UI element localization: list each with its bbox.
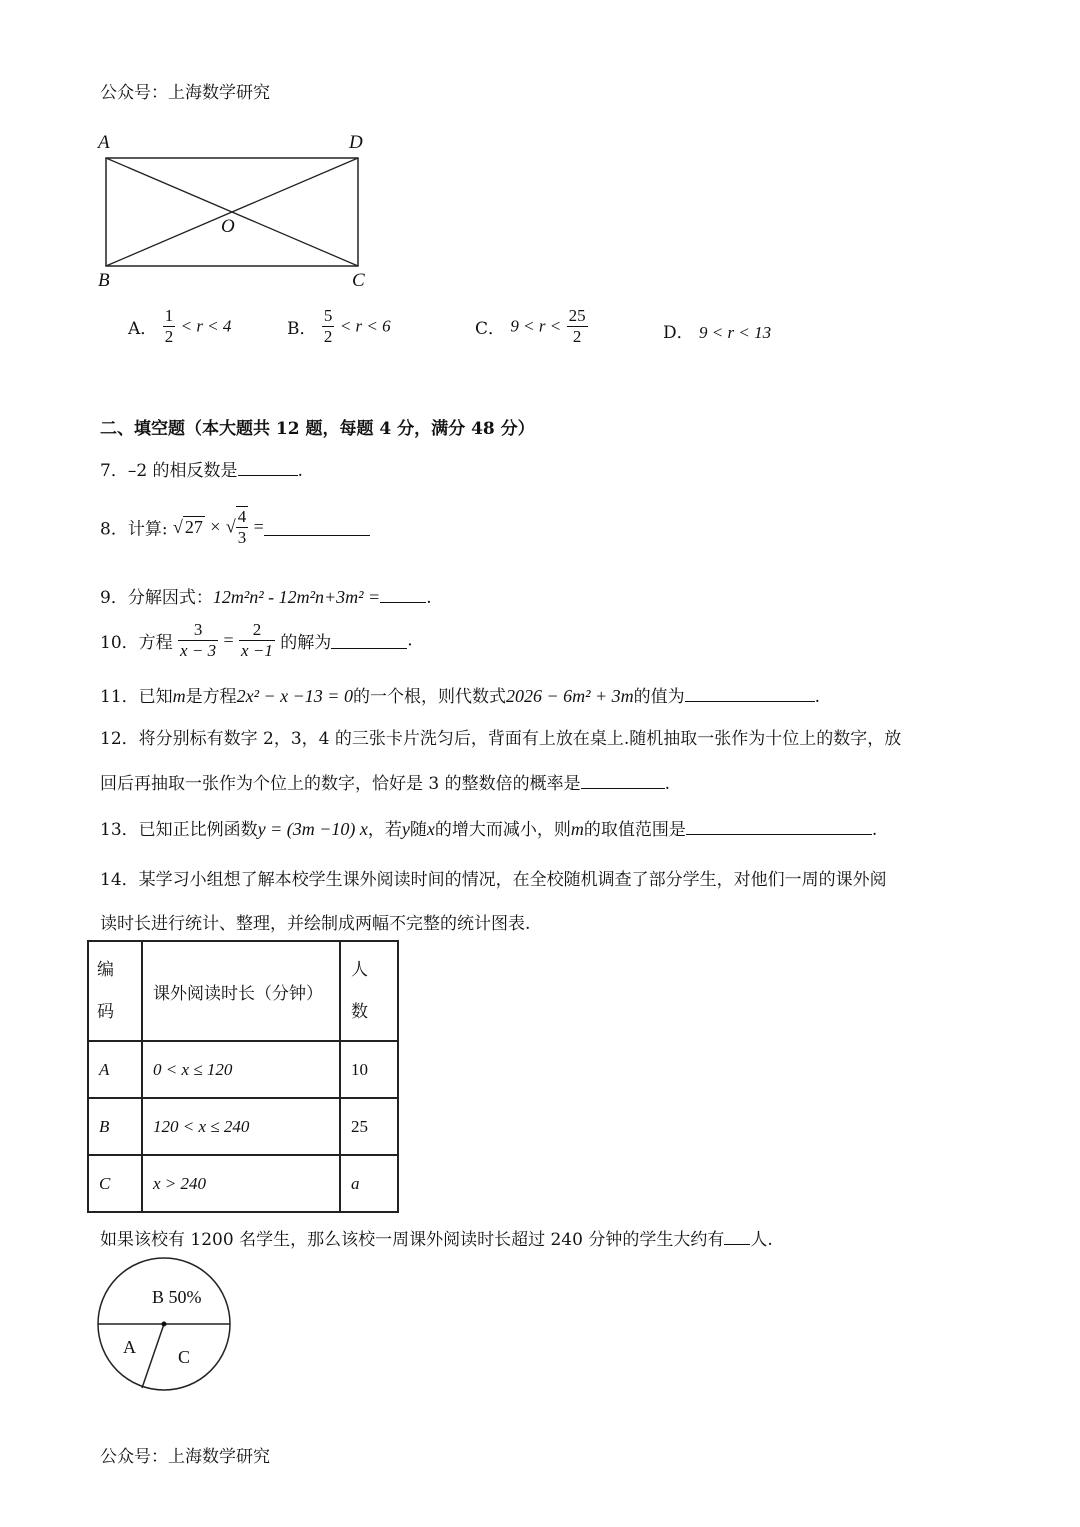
pie-label-c: C — [178, 1347, 191, 1367]
row-range: 0 < x ≤ 120 — [142, 1041, 340, 1098]
pie-label-b: B 50% — [152, 1287, 202, 1307]
rectangle-figure — [90, 130, 380, 300]
row-count: 10 — [340, 1041, 398, 1098]
answer-blank-8[interactable] — [264, 519, 370, 536]
label-a: A — [98, 132, 110, 153]
header-source: 公众号：上海数学研究 — [100, 83, 270, 103]
table-row — [88, 1098, 398, 1155]
row-range: x > 240 — [142, 1155, 340, 1212]
row-count: a — [340, 1155, 398, 1212]
row-code: A — [88, 1041, 142, 1098]
option-b[interactable]: B． $\frac{5}{2}$ < r < 6 — [287, 306, 391, 346]
reading-time-table — [87, 940, 399, 1213]
footer-source: 公众号：上海数学研究 — [100, 1447, 270, 1467]
answer-blank-14[interactable] — [724, 1228, 750, 1245]
question-14-line-1: 14．某学习小组想了解本校学生课外阅读时间的情况，在全校随机调查了部分学生，对他们一周的课外阅 — [100, 870, 887, 890]
question-7: 7．–2 的相反数是 . — [100, 461, 303, 481]
option-a[interactable]: A． $\frac{1}{2}$ < r < 4 — [128, 306, 232, 346]
label-b: B — [98, 270, 110, 291]
question-9: 9．分解因式：12m²n² - 12m²n+3m² = . — [100, 587, 432, 608]
answer-blank-9[interactable] — [380, 586, 426, 603]
row-code: B — [88, 1098, 142, 1155]
option-c[interactable]: C． 9 < r < $\frac{25}{2}$ — [475, 306, 586, 346]
label-o: O — [221, 216, 235, 237]
question-10: 10．方程 $\frac{3}{x - 3}$ = $\frac{2}{x -1}$ 的解为 . — [100, 620, 413, 660]
header-count: 人 数 — [340, 941, 398, 1041]
table-row — [88, 1041, 398, 1098]
answer-blank-11[interactable] — [685, 685, 815, 702]
label-c: C — [352, 270, 365, 291]
question-11: 11．已知m是方程2x² − x −13 = 0的一个根，则代数式2026 − 6m² + 3m的值为 . — [100, 686, 821, 707]
section-title: 二、填空题（本大题共 12 题，每题 4 分，满分 48 分） — [100, 419, 535, 439]
pie-center-dot — [162, 1322, 167, 1327]
option-d[interactable]: D． 9 < r < 13 — [663, 323, 772, 343]
question-12-line-2: 回后再抽取一张作为个位上的数字，恰好是 3 的整数倍的概率是 . — [100, 774, 671, 794]
row-code: C — [88, 1155, 142, 1212]
question-8: 8．计算: √ 27 × √ $\frac{4}{3}$ = — [100, 506, 370, 548]
question-12-line-1: 12．将分别标有数字 2，3，4 的三张卡片洗匀后，背面有上放在桌上.随机抽取一张作为十位上的数字，放 — [100, 729, 902, 749]
pie-divider-ac — [142, 1324, 164, 1388]
question-13: 13．已知正比例函数y = (3m −10) x，若y随x的增大而减小，则m的取值范围是 . — [100, 819, 878, 840]
pie-chart — [96, 1255, 236, 1395]
answer-blank-12[interactable] — [581, 772, 665, 789]
answer-blank-10[interactable] — [331, 632, 407, 649]
answer-blank-7[interactable] — [238, 459, 298, 476]
pie-label-a: A — [123, 1337, 136, 1357]
row-count: 25 — [340, 1098, 398, 1155]
answer-blank-13[interactable] — [686, 818, 872, 835]
question-14-after: 如果该校有 1200 名学生，那么该校一周课外阅读时长超过 240 分钟的学生大约有 人. — [100, 1230, 773, 1250]
header-code: 编 码 — [88, 941, 142, 1041]
table-header-row — [88, 941, 398, 1041]
row-range: 120 < x ≤ 240 — [142, 1098, 340, 1155]
header-duration: 课外阅读时长（分钟） — [142, 941, 340, 1041]
question-14-line-2: 读时长进行统计、整理，并绘制成两幅不完整的统计图表. — [100, 914, 531, 934]
table-row — [88, 1155, 398, 1212]
label-d: D — [349, 132, 363, 153]
